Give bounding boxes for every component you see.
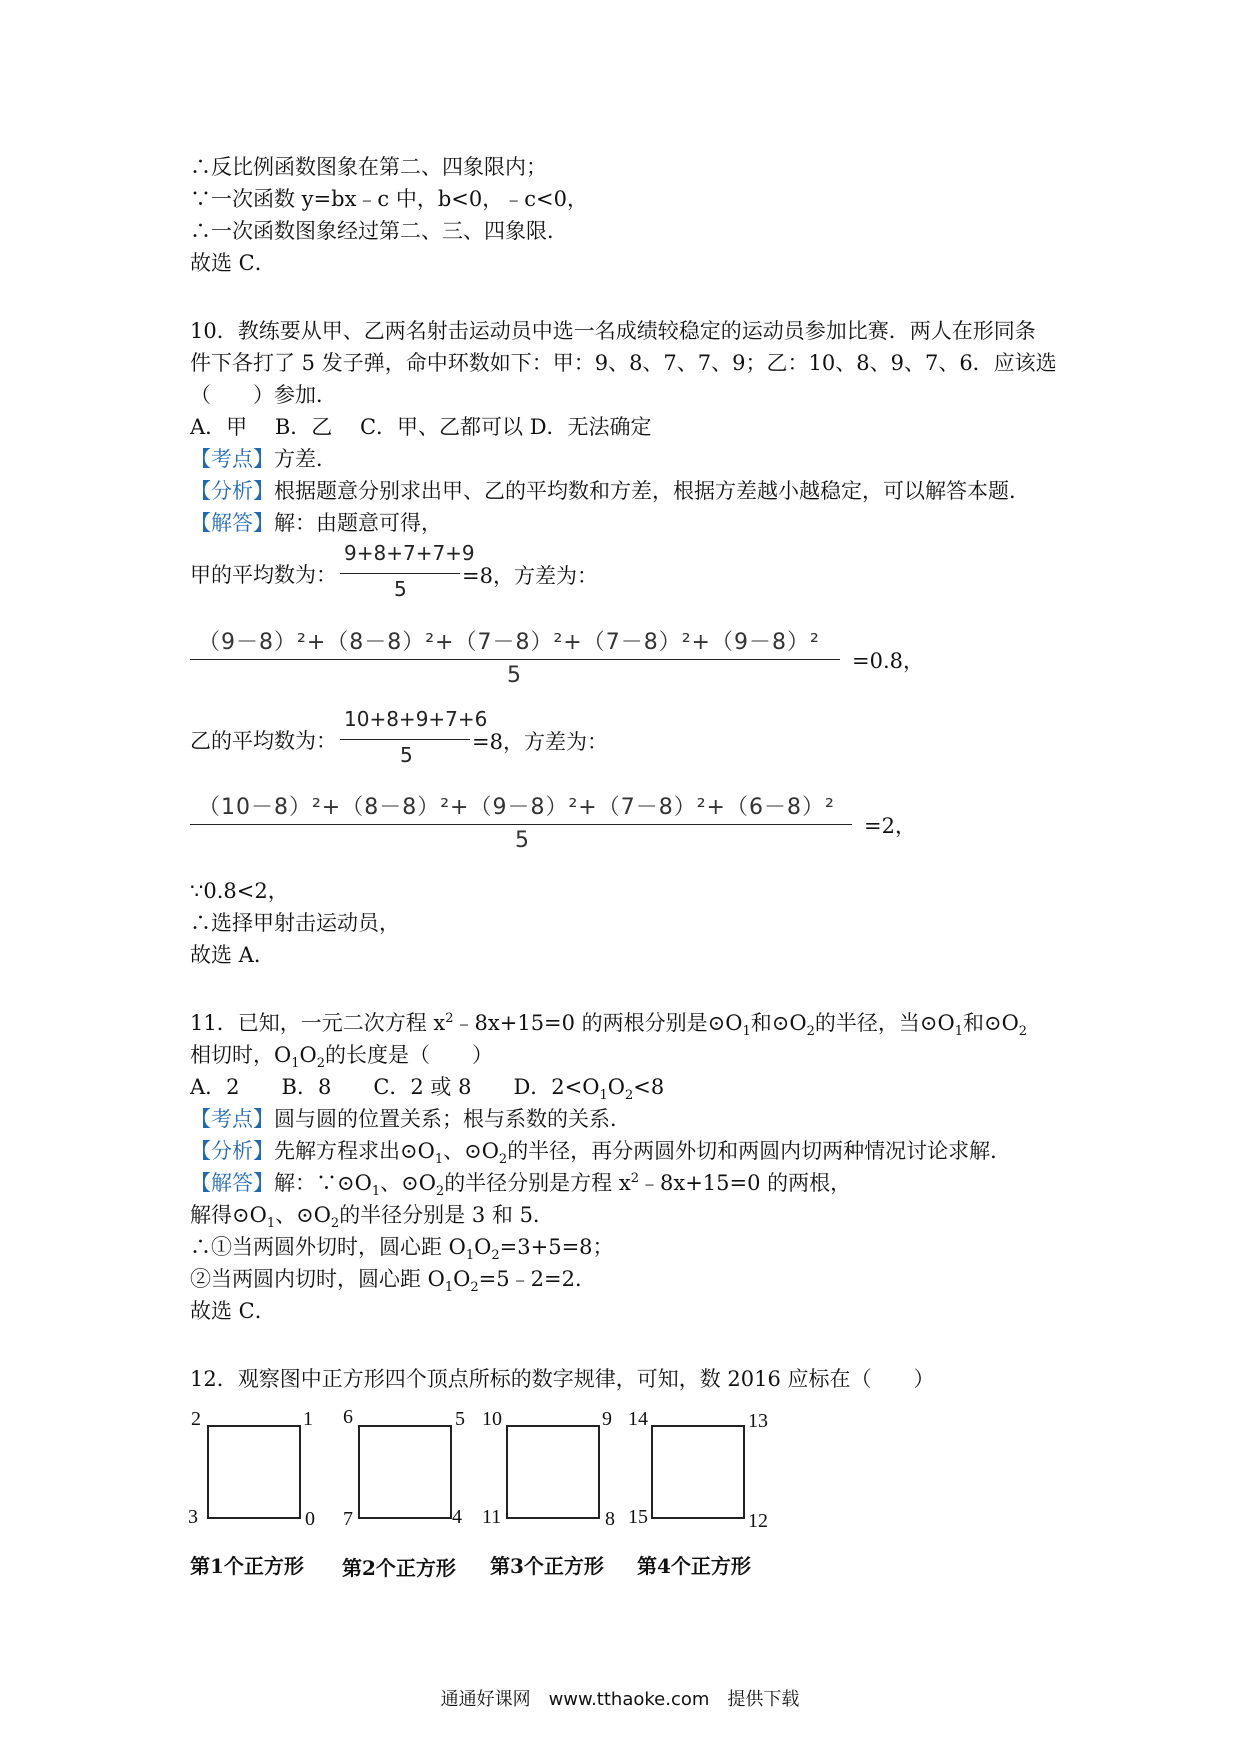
kaodian-text: 圆与圆的位置关系；根与系数的关系． (274, 1107, 631, 1131)
subscript: 1 (954, 1024, 963, 1040)
q11-step-2 (190, 1232, 614, 1262)
q9-line-2: ∵一次函数 y=bx﹣c 中，b<0，﹣c<0， (190, 187, 588, 211)
yi-variance-denominator: 5 (515, 828, 529, 853)
text: O (607, 1075, 625, 1099)
subscript: 2 (491, 1248, 500, 1264)
jia-mean-fraction (340, 541, 475, 607)
square-3-top-right: 9 (602, 1408, 612, 1430)
square-4-caption: 第4个正方形 (637, 1554, 751, 1578)
square-4 (651, 1425, 745, 1519)
text: <8 (633, 1075, 665, 1099)
q9-line-3: ∴一次函数图象经过第二、三、四象限． (190, 219, 568, 243)
text: 的半径分别是 3 和 5． (339, 1203, 554, 1227)
subscript: 1 (371, 1184, 381, 1200)
square-3-bottom-right: 8 (605, 1508, 615, 1530)
subscript: 1 (434, 1152, 444, 1168)
subscript: 1 (465, 1248, 475, 1264)
jia-variance-denominator: 5 (507, 663, 521, 688)
kaodian-tag: 【考点】 (190, 1107, 274, 1131)
q10-fenxi (190, 476, 1030, 506)
text: O (453, 1267, 471, 1291)
q11-stem-1 (190, 1008, 1027, 1038)
text: 、⊙O (380, 1171, 436, 1195)
square-1-top-left: 2 (191, 1408, 201, 1430)
text: 的长度是（ ） (325, 1043, 493, 1067)
fraction-bar (340, 739, 470, 740)
page-footer: 通通好课网 www.tthaoke.com 提供下载 (440, 1689, 800, 1710)
text: 先解方程求出⊙O (274, 1139, 435, 1163)
square-1-caption: 第1个正方形 (190, 1554, 304, 1578)
fenxi-text: 根据题意分别求出甲、乙的平均数和方差，根据方差越小越稳定，可以解答本题． (274, 479, 1030, 503)
square-2-bottom-left: 7 (343, 1508, 353, 1530)
square-4-bottom-right: 12 (748, 1510, 768, 1532)
jia-variance-numerator: （9－8）²+（8－8）²+（7－8）²+（7－8）²+（9－8）² (198, 630, 820, 655)
square-2-top-left: 6 (343, 1406, 353, 1428)
square-4-bottom-left: 15 (628, 1506, 648, 1528)
text: ∴①当两圆外切时，圆心距 O (190, 1235, 466, 1259)
q11-fenxi (190, 1136, 1011, 1166)
text: ②当两圆内切时，圆心距 O (190, 1267, 445, 1291)
yi-mean-denominator: 5 (400, 743, 413, 767)
subscript: 2 (1018, 1024, 1028, 1040)
q10-conclusion-1: ∵0.8<2， (190, 879, 289, 903)
text: 的半径，当⊙O (814, 1011, 955, 1035)
q9-line-1: ∴反比例函数图象在第二、四象限内； (190, 155, 547, 179)
square-1-bottom-right: 0 (305, 1508, 315, 1530)
jia-mean-denominator: 5 (394, 577, 407, 601)
text: =3+5=8； (499, 1235, 614, 1259)
q10-stem-1: 10．教练要从甲、乙两名射击运动员中选一名成绩较稳定的运动员参加比赛．两人在形同条 (190, 319, 1036, 343)
yi-mean-numerator: 10+8+9+7+6 (344, 707, 488, 731)
subscript: 2 (470, 1280, 479, 1296)
jieda-text: 解：由题意可得， (274, 511, 442, 535)
jia-mean-result: =8，方差为： (462, 564, 598, 588)
yi-mean-label: 乙的平均数为： (190, 729, 337, 753)
text: 解：∵⊙O (274, 1171, 372, 1195)
jieda-tag: 【解答】 (190, 511, 274, 535)
q11-options (190, 1072, 664, 1102)
square-4-top-left: 14 (628, 1408, 648, 1430)
text: 相切时，O (190, 1043, 292, 1067)
subscript: 1 (599, 1088, 608, 1104)
text: 和⊙O (750, 1011, 807, 1035)
text: ﹣8x+15=0 的两根分别是⊙O (453, 1011, 743, 1035)
text: 、⊙O (443, 1139, 499, 1163)
yi-mean-fraction (340, 707, 488, 773)
text: =5﹣2=2． (478, 1267, 596, 1291)
q11-step-1 (190, 1200, 554, 1230)
kaodian-tag: 【考点】 (190, 447, 274, 471)
fraction-bar (190, 659, 840, 660)
q11-answer: 故选 C． (190, 1299, 276, 1323)
q10-jieda (190, 508, 442, 538)
fraction-bar (190, 824, 852, 825)
subscript: 2 (435, 1184, 445, 1200)
superscript: 2 (445, 1011, 454, 1026)
subscript: 2 (316, 1056, 325, 1072)
text: 和⊙O (962, 1011, 1019, 1035)
square-2-bottom-right: 4 (452, 1506, 462, 1528)
q11-jieda (190, 1168, 851, 1198)
square-2-top-right: 5 (455, 1408, 465, 1430)
subscript: 1 (444, 1280, 454, 1296)
q10-stem-3: （ ）参加． (190, 383, 337, 407)
yi-variance-fraction (190, 790, 852, 860)
square-3-bottom-left: 11 (482, 1506, 502, 1528)
subscript: 2 (806, 1024, 815, 1040)
q12-stem: 12．观察图中正方形四个顶点所标的数字规律，可知，数 2016 应标在（ ） (190, 1367, 935, 1391)
text: 解得⊙O (190, 1203, 267, 1227)
text: ﹣8x+15=0 的两根， (639, 1171, 852, 1195)
square-1-top-right: 1 (303, 1408, 313, 1430)
jia-mean-numerator: 9+8+7+7+9 (344, 541, 475, 565)
text: 、⊙O (275, 1203, 331, 1227)
subscript: 1 (266, 1216, 276, 1232)
subscript: 1 (742, 1024, 751, 1040)
text: 11．已知，一元二次方程 x (190, 1011, 446, 1035)
q10-stem-2: 件下各打了 5 发子弹，命中环数如下：甲：9、8、7、7、9；乙：10、8、9、7、6．应该选 (190, 351, 1057, 375)
kaodian-text: 方差． (274, 447, 337, 471)
text: A．2 B．8 C．2 或 8 D．2<O (190, 1075, 600, 1099)
text: O (474, 1235, 492, 1259)
fenxi-tag: 【分析】 (190, 1139, 274, 1163)
yi-variance-numerator: （10－8）²+（8－8）²+（9－8）²+（7－8）²+（6－8）² (198, 795, 835, 820)
yi-mean-result: =8，方差为： (472, 730, 608, 754)
yi-variance-result: =2， (864, 814, 916, 838)
q10-kaodian (190, 444, 337, 474)
subscript: 2 (624, 1088, 634, 1104)
q10-options: A．甲 B．乙 C．甲、乙都可以 D．无法确定 (190, 415, 652, 439)
q10-answer: 故选 A． (190, 943, 275, 967)
square-3-top-left: 10 (482, 1408, 502, 1430)
q11-stem-2 (190, 1040, 493, 1070)
square-1-bottom-left: 3 (188, 1506, 198, 1528)
square-2 (358, 1425, 452, 1519)
superscript: 2 (630, 1171, 639, 1186)
square-2-caption: 第2个正方形 (342, 1556, 456, 1580)
jia-variance-fraction (190, 625, 840, 695)
jia-variance-result: =0.8， (852, 649, 924, 673)
square-1 (207, 1425, 301, 1519)
text: 的半径，再分两圆外切和两圆内切两种情况讨论求解． (507, 1139, 1012, 1163)
text: 的半径分别是方程 x (444, 1171, 631, 1195)
jia-mean-label: 甲的平均数为： (190, 563, 337, 587)
q10-conclusion-2: ∴选择甲射击运动员， (190, 911, 400, 935)
q11-kaodian (190, 1104, 631, 1134)
subscript: 2 (498, 1152, 508, 1168)
square-4-top-right: 13 (748, 1410, 768, 1432)
text: O (299, 1043, 317, 1067)
subscript: 1 (291, 1056, 300, 1072)
subscript: 2 (330, 1216, 340, 1232)
square-3 (506, 1425, 600, 1519)
fenxi-tag: 【分析】 (190, 479, 274, 503)
fraction-bar (340, 573, 460, 574)
q9-answer: 故选 C． (190, 251, 276, 275)
q11-step-3 (190, 1264, 596, 1294)
square-3-caption: 第3个正方形 (490, 1554, 604, 1578)
jieda-tag: 【解答】 (190, 1171, 274, 1195)
